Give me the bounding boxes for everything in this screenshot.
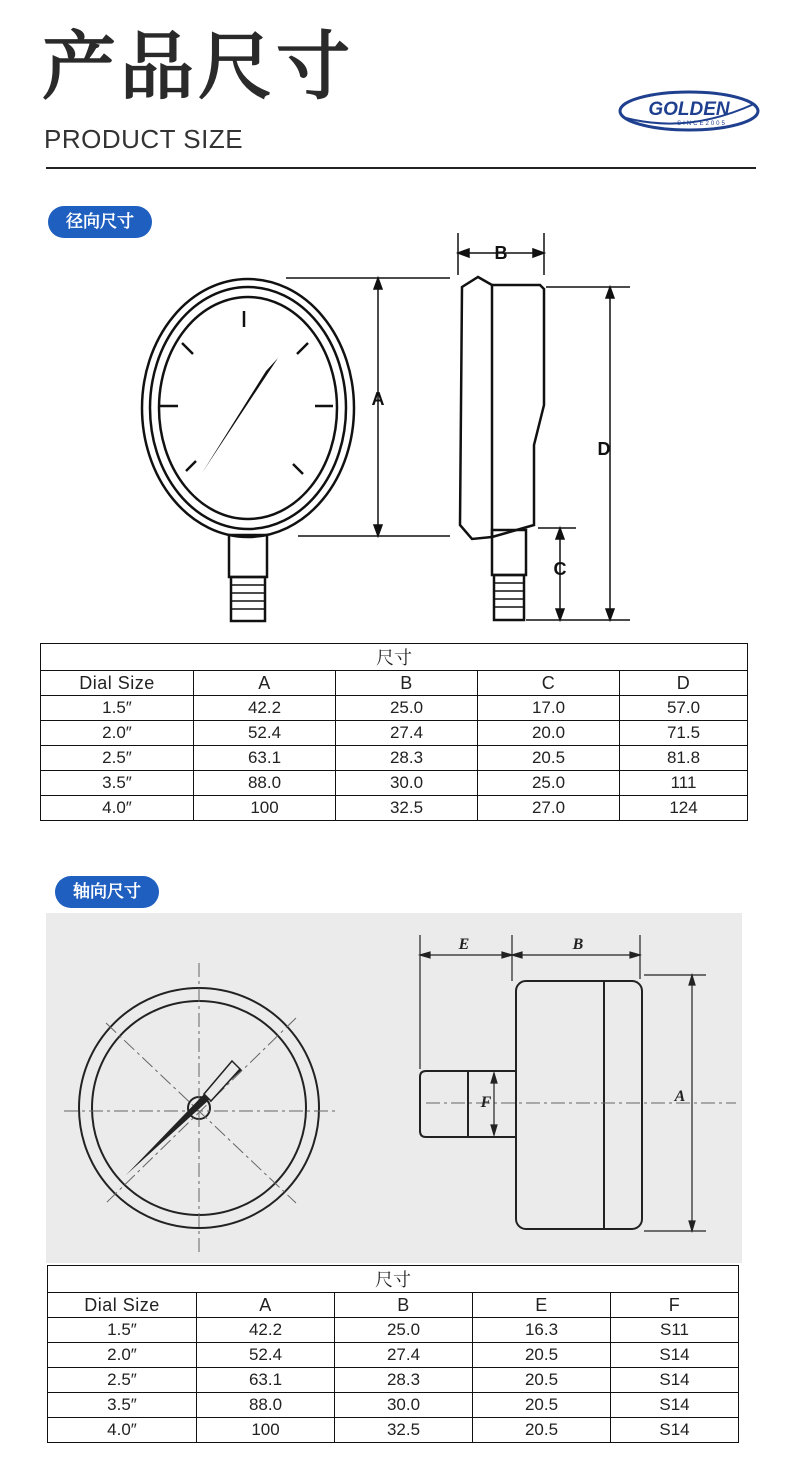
table-row: [41, 771, 748, 796]
dim-label-a: A: [371, 389, 385, 409]
axial-size-badge: 轴向尺寸: [55, 876, 159, 908]
axial-size-table: [47, 1265, 739, 1443]
axial-gauge-drawing: [46, 913, 742, 1263]
axial-table-body: [48, 1266, 739, 1443]
cell-b: 28.3: [336, 746, 478, 771]
table-caption: 尺寸: [48, 1266, 739, 1293]
cell-b: 27.4: [336, 721, 478, 746]
cell-dial-size: 4.0″: [48, 1418, 197, 1443]
table-row: [48, 1418, 739, 1443]
table-row: [48, 1393, 739, 1418]
cell-f: S14: [611, 1393, 739, 1418]
page-title: 产品尺寸: [42, 24, 354, 110]
title-divider: [46, 167, 756, 169]
radial-size-table: [40, 643, 748, 821]
header-a: A: [197, 1293, 335, 1318]
page-subtitle: PRODUCT SIZE: [44, 124, 244, 154]
cell-dial-size: 2.5″: [48, 1368, 197, 1393]
header-a: A: [194, 671, 336, 696]
table-row: [48, 1343, 739, 1368]
logo-text: GOLDEN: [648, 99, 730, 120]
dim-label-b: B: [494, 243, 508, 263]
table-caption: 尺寸: [41, 644, 748, 671]
cell-e: 20.5: [473, 1418, 611, 1443]
dim-label-a: A: [674, 1088, 686, 1105]
cell-a: 52.4: [194, 721, 336, 746]
header-d: D: [620, 671, 748, 696]
radial-size-badge: 径向尺寸: [48, 206, 152, 238]
cell-a: 88.0: [194, 771, 336, 796]
cell-d: 111: [620, 771, 748, 796]
cell-dial-size: 2.5″: [41, 746, 194, 771]
cell-f: S14: [611, 1418, 739, 1443]
cell-c: 20.5: [478, 746, 620, 771]
cell-e: 20.5: [473, 1368, 611, 1393]
table-row: [48, 1368, 739, 1393]
cell-d: 81.8: [620, 746, 748, 771]
cell-b: 27.4: [335, 1343, 473, 1368]
table-row: [41, 721, 748, 746]
cell-a: 52.4: [197, 1343, 335, 1368]
cell-e: 16.3: [473, 1318, 611, 1343]
cell-e: 20.5: [473, 1343, 611, 1368]
cell-dial-size: 2.0″: [48, 1343, 197, 1368]
cell-c: 25.0: [478, 771, 620, 796]
cell-b: 30.0: [336, 771, 478, 796]
cell-a: 42.2: [194, 696, 336, 721]
cell-b: 30.0: [335, 1393, 473, 1418]
header-dial-size: Dial Size: [41, 671, 194, 696]
cell-b: 28.3: [335, 1368, 473, 1393]
dim-label-b: B: [572, 936, 584, 953]
header-b: B: [336, 671, 478, 696]
radial-gauge-drawing: [120, 225, 640, 625]
dim-label-f: F: [480, 1094, 492, 1111]
table-row: [41, 796, 748, 821]
dim-label-e: E: [458, 936, 470, 953]
dim-label-d: D: [597, 439, 611, 459]
cell-f: S14: [611, 1343, 739, 1368]
cell-f: S11: [611, 1318, 739, 1343]
cell-d: 71.5: [620, 721, 748, 746]
table-row: [41, 746, 748, 771]
header-b: B: [335, 1293, 473, 1318]
cell-dial-size: 1.5″: [41, 696, 194, 721]
table-row: [41, 696, 748, 721]
cell-a: 63.1: [194, 746, 336, 771]
header-f: F: [611, 1293, 739, 1318]
cell-b: 25.0: [335, 1318, 473, 1343]
cell-d: 124: [620, 796, 748, 821]
cell-a: 42.2: [197, 1318, 335, 1343]
cell-dial-size: 3.5″: [41, 771, 194, 796]
cell-dial-size: 2.0″: [41, 721, 194, 746]
header-c: C: [478, 671, 620, 696]
cell-d: 57.0: [620, 696, 748, 721]
cell-a: 88.0: [197, 1393, 335, 1418]
cell-c: 27.0: [478, 796, 620, 821]
cell-dial-size: 1.5″: [48, 1318, 197, 1343]
cell-dial-size: 4.0″: [41, 796, 194, 821]
cell-f: S14: [611, 1368, 739, 1393]
cell-b: 25.0: [336, 696, 478, 721]
dim-label-c: C: [553, 559, 567, 579]
cell-b: 32.5: [335, 1418, 473, 1443]
cell-b: 32.5: [336, 796, 478, 821]
cell-a: 100: [194, 796, 336, 821]
cell-c: 17.0: [478, 696, 620, 721]
cell-a: 63.1: [197, 1368, 335, 1393]
cell-a: 100: [197, 1418, 335, 1443]
radial-table-body: [41, 644, 748, 821]
table-row: [48, 1318, 739, 1343]
golden-logo: [618, 90, 760, 132]
logo-sub-text: SINCE2005: [677, 121, 727, 127]
cell-dial-size: 3.5″: [48, 1393, 197, 1418]
cell-c: 20.0: [478, 721, 620, 746]
header-e: E: [473, 1293, 611, 1318]
header-dial-size: Dial Size: [48, 1293, 197, 1318]
cell-e: 20.5: [473, 1393, 611, 1418]
